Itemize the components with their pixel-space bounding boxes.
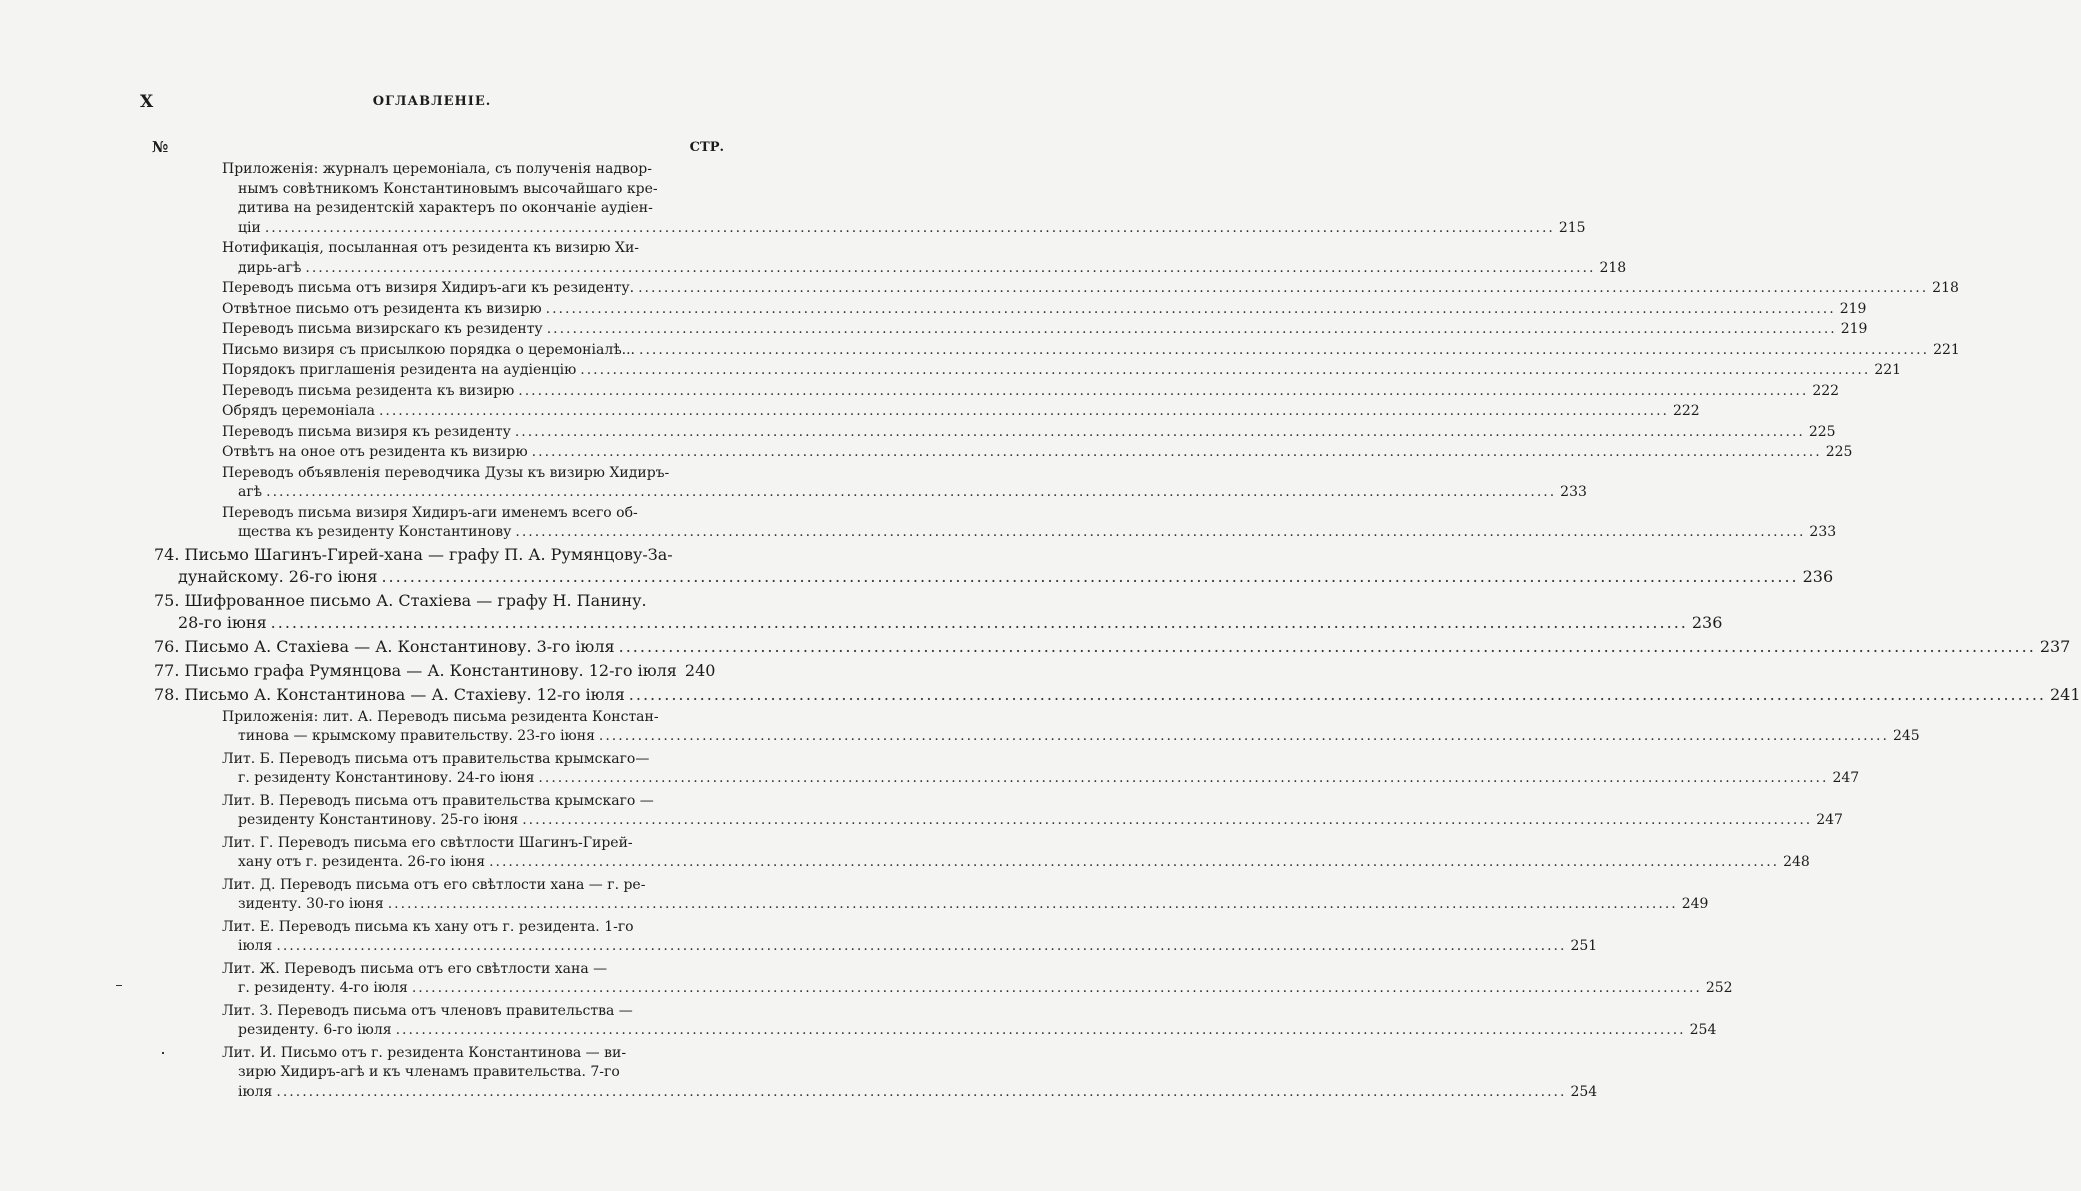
toc-entry (222, 876, 1709, 915)
dot-leader: ........................................................................................................................................................................................................ (489, 854, 1780, 870)
toc-entry-line (222, 443, 1853, 463)
toc-entry-page: 245 (1892, 728, 1920, 744)
toc-entry-text: нымъ совѣтникомъ Константиновымъ высочайшаго кре- (238, 180, 658, 197)
dot-leader: ........................................................................................................................................................................................................ (522, 812, 1813, 828)
toc-entry (222, 834, 1810, 873)
toc-entry-line (222, 504, 708, 524)
toc-entry-line (154, 636, 2071, 658)
dot-leader: ........................................................................................................................................................................................................ (598, 728, 1889, 744)
toc-entry (154, 660, 716, 682)
dot-leader: ........................................................................................................................................................................................................ (639, 341, 1930, 358)
dot-leader: ........................................................................................................................................................................................................ (305, 259, 1596, 276)
toc-entry-text: Переводъ письма отъ визиря Хидиръ-аги къ резиденту. (222, 280, 635, 296)
toc-entry-text: дунайскому. 26-го іюня (178, 566, 378, 586)
toc-entry-page: 247 (1832, 770, 1860, 786)
toc-entry-line (222, 320, 1868, 340)
toc-entry-text: Порядокъ приглашенія резидента на аудіенцію (222, 362, 577, 378)
toc-entry (222, 504, 1837, 543)
toc-entry-page: 254 (1689, 1022, 1717, 1038)
toc-entry (154, 544, 1834, 588)
toc-entry-text: дирь-агѣ (238, 259, 302, 276)
toc-entry (222, 443, 1853, 463)
dot-leader: ........................................................................................................................................................................................................ (276, 938, 1567, 954)
toc-entry-line (222, 769, 1860, 789)
toc-entry-text: Переводъ письма визиря къ резиденту (222, 423, 511, 440)
toc-entry-text: 76. Письмо А. Стахіева — А. Константинову. 3-го іюля (154, 636, 615, 656)
toc-entry-text: 77. Письмо графа Румянцова — А. Константинову. 12-го іюля (154, 660, 677, 680)
toc-entry-line (154, 544, 708, 566)
toc-entry-page: 219 (1839, 300, 1867, 317)
toc-entry-text: тинова — крымскому правительству. 23-го іюня (238, 728, 595, 744)
toc-entry-text: Приложенія: лит. А. Переводъ письма резидента Констан- (222, 708, 659, 725)
toc-entry-text: г. резиденту. 4-го іюля (238, 980, 408, 996)
toc-entry-text: Лит. Г. Переводъ письма его свѣтлости Шагинъ-Гирей- (222, 834, 633, 851)
toc-entry-page: 254 (1570, 1083, 1598, 1100)
toc-entry-line (222, 792, 708, 812)
toc-entry-line (222, 279, 1959, 299)
toc-entry-line (222, 239, 708, 259)
toc-entry-text: 78. Письмо А. Константинова — А. Стахіеву. 12-го іюля (154, 684, 625, 704)
toc-entry (222, 960, 1733, 999)
toc-entry-page: 251 (1570, 938, 1598, 954)
toc-entry-text: Лит. И. Письмо отъ г. резидента Константинова — ви- (222, 1044, 627, 1061)
toc-entry-text: г. резиденту Константинову. 24-го іюня (238, 770, 535, 786)
dot-leader: ........................................................................................................................................................................................................ (276, 1083, 1567, 1100)
dot-leader: ........................................................................................................................................................................................................ (387, 896, 1678, 912)
toc-entry-page: 252 (1705, 980, 1733, 996)
toc-entry-text: Нотификація, посыланная отъ резидента къ визирю Хи- (222, 240, 640, 256)
toc-entry-text: Отвѣтъ на оное отъ резидента къ визирю (222, 444, 528, 460)
toc-entry-text: Переводъ объявленія переводчика Дузы къ визирю Хидиръ- (222, 464, 670, 481)
toc-entry-line (222, 727, 1920, 747)
toc-entry-line (154, 660, 716, 682)
toc-entry-text: Лит. Ж. Переводъ письма отъ его свѣтлости хана — (222, 960, 608, 977)
toc-entry-page: 247 (1816, 812, 1843, 828)
toc-entry-page: 240 (684, 660, 716, 680)
page-header (140, 92, 724, 114)
toc-entry (154, 636, 2071, 658)
toc-entry (222, 341, 1960, 361)
toc-entry-page: 236 (1691, 612, 1723, 632)
dot-leader: ........................................................................................................................................................................................................ (514, 423, 1805, 440)
toc-entry (222, 300, 1867, 320)
toc-entry-page: 218 (1932, 280, 1959, 296)
toc-entry-line (222, 834, 708, 854)
dot-leader: ........................................................................................................................................................................................................ (638, 280, 1929, 296)
toc-entry (222, 402, 1700, 422)
toc-entry-text: Лит. Б. Переводъ письма отъ правительства крымскаго— (222, 750, 650, 767)
toc-entries (0, 160, 2081, 1105)
toc-entry-line (222, 979, 1733, 999)
toc-entry-text: Лит. В. Переводъ письма отъ правительства крымскаго — (222, 792, 654, 809)
toc-entry (222, 239, 1627, 278)
toc-entry-page: 233 (1560, 484, 1587, 500)
dot-leader: ........................................................................................................................................................................................................ (395, 1022, 1686, 1038)
toc-entry-line (222, 160, 708, 180)
page-column-label: СТР. (689, 140, 724, 155)
toc-entry (154, 684, 2081, 706)
toc-entry-text: резиденту Константинову. 25-го іюня (238, 812, 519, 828)
toc-entry-line (154, 612, 1723, 634)
toc-entry-line (222, 811, 1843, 831)
toc-entry-line (222, 259, 1627, 279)
dot-leader: ........................................................................................................................................................................................................ (531, 444, 1822, 460)
toc-entry (222, 382, 1840, 402)
toc-entry (222, 1044, 1598, 1103)
dot-leader: ........................................................................................................................................................................................................ (378, 403, 1669, 419)
toc-entry-text: Приложенія: журналъ церемоніала, съ полученія надвор- (222, 161, 652, 177)
dot-leader: ........................................................................................................................................................................................................ (546, 321, 1837, 337)
dot-leader: ........................................................................................................................................................................................................ (411, 980, 1702, 996)
toc-entry (222, 320, 1868, 340)
dot-leader: ........................................................................................................................................................................................................ (628, 684, 2046, 704)
toc-entry-text: зиденту. 30-го іюня (238, 896, 384, 912)
toc-entry-text: 75. Шифрованное письмо А. Стахіева — графу Н. Панину. (154, 590, 647, 610)
dot-leader: ........................................................................................................................................................................................................ (618, 636, 2036, 656)
dot-leader: ........................................................................................................................................................................................................ (266, 484, 1557, 500)
toc-entry-text: 74. Письмо Шагинъ-Гирей-хана — графу П. А. Румянцову-За- (154, 544, 673, 564)
dot-leader: ........................................................................................................................................................................................................ (580, 362, 1871, 378)
dot-leader: ........................................................................................................................................................................................................ (270, 612, 1688, 632)
toc-entry-text: іюля (238, 938, 273, 954)
toc-entry-line (222, 483, 1587, 503)
toc-entry-line (222, 423, 1836, 443)
toc-entry-line (222, 1063, 708, 1083)
toc-entry-text: 28-го іюня (178, 612, 267, 632)
toc-entry-text: Лит. Е. Переводъ письма къ хану отъ г. резидента. 1-го (222, 918, 634, 935)
toc-entry (222, 279, 1959, 299)
toc-entry (222, 160, 1586, 238)
toc-entry (222, 792, 1843, 831)
toc-entry-text: ціи (238, 219, 261, 236)
toc-entry-text: хану отъ г. резидента. 26-го іюня (238, 854, 486, 870)
toc-entry-line (154, 590, 708, 612)
toc-entry-page: 236 (1802, 566, 1834, 586)
toc-entry-line (222, 1002, 708, 1022)
toc-entry-line (222, 523, 1837, 543)
toc-entry-line (222, 750, 708, 770)
toc-entry-line (222, 464, 708, 484)
page-number: X (140, 92, 154, 112)
toc-entry-line (222, 876, 708, 896)
toc-entry-text: Лит. З. Переводъ письма отъ членовъ правительства — (222, 1002, 633, 1019)
toc-entry-line (222, 341, 1960, 361)
toc-entry (222, 750, 1860, 789)
toc-entry-text: Обрядъ церемоніала (222, 403, 375, 419)
toc-entry-line (222, 960, 708, 980)
toc-entry-page: 225 (1825, 444, 1853, 460)
toc-entry (222, 1002, 1717, 1041)
toc-entry-line (222, 382, 1840, 402)
toc-entry-text: Отвѣтное письмо отъ резидента къ визирю (222, 300, 542, 317)
toc-entry-line (222, 180, 708, 200)
toc-entry-line (222, 708, 708, 728)
toc-entry-line (222, 1083, 1598, 1103)
toc-entry-text: Переводъ письма резидента къ визирю (222, 382, 515, 399)
toc-entry-line (222, 937, 1598, 957)
toc-entry-line (222, 853, 1810, 873)
toc-entry (222, 708, 1920, 747)
page-title: ОГЛАВЛЕНІЕ. (372, 94, 492, 109)
dot-leader: ........................................................................................................................................................................................................ (518, 382, 1809, 399)
toc-entry-line (222, 402, 1700, 422)
toc-entry (222, 361, 1902, 381)
toc-entry-text: Лит. Д. Переводъ письма отъ его свѣтлости хана — г. ре- (222, 876, 646, 893)
toc-entry-line (154, 684, 2081, 706)
toc-entry-page: 222 (1672, 403, 1700, 419)
toc-entry (222, 464, 1587, 503)
toc-entry-text: Переводъ письма визирскаго къ резиденту (222, 321, 543, 337)
toc-entry-line (222, 199, 708, 219)
toc-entry-page: 221 (1874, 362, 1902, 378)
toc-entry-page: 248 (1783, 854, 1810, 870)
toc-entry-line (154, 566, 1834, 588)
toc-entry-line (222, 361, 1902, 381)
toc-entry-line (222, 300, 1867, 320)
dot-leader: ........................................................................................................................................................................................................ (545, 300, 1836, 317)
toc-entry-line (222, 918, 708, 938)
toc-entry-page: 215 (1558, 219, 1586, 236)
toc-entry-line (222, 219, 1586, 239)
toc-entry (154, 590, 1723, 634)
toc-entry-line (222, 1021, 1717, 1041)
toc-entry-page: 249 (1681, 896, 1709, 912)
dot-leader: ........................................................................................................................................................................................................ (515, 524, 1806, 540)
toc-entry-text: іюля (238, 1083, 273, 1100)
number-column-label: № (152, 138, 169, 156)
toc-entry-page: 237 (2039, 636, 2071, 656)
toc-entry-text: зирю Хидиръ-агѣ и къ членамъ правительства. 7-го (238, 1064, 620, 1080)
toc-entry-text: Письмо визиря съ присылкою порядка о церемоніалѣ... (222, 341, 636, 358)
toc-entry (222, 423, 1836, 443)
speck-mark (116, 985, 122, 986)
toc-entry-text: щества къ резиденту Константинову (238, 524, 512, 540)
toc-entry-text: резиденту. 6-го іюля (238, 1022, 392, 1038)
toc-entry-line (222, 895, 1709, 915)
speck-mark (162, 1052, 164, 1054)
toc-entry-text: дитива на резидентскій характеръ по окончаніе аудіен- (238, 200, 653, 216)
toc-entry-page: 221 (1933, 341, 1960, 358)
toc-entry-page: 218 (1599, 259, 1627, 276)
toc-entry-page: 222 (1812, 382, 1840, 399)
toc-entry-line (222, 1044, 708, 1064)
dot-leader: ........................................................................................................................................................................................................ (264, 219, 1555, 236)
column-headers (152, 138, 724, 156)
toc-entry-text: Переводъ письма визиря Хидиръ-аги именемъ всего об- (222, 504, 638, 521)
toc-entry-page: 233 (1809, 524, 1837, 540)
toc-entry-page: 219 (1840, 321, 1868, 337)
toc-entry-page: 241 (2049, 684, 2081, 704)
dot-leader: ........................................................................................................................................................................................................ (538, 770, 1829, 786)
toc-entry-text: агѣ (238, 484, 263, 500)
toc-entry-page: 225 (1808, 423, 1836, 440)
toc-entry (222, 918, 1598, 957)
dot-leader: ........................................................................................................................................................................................................ (381, 566, 1799, 586)
